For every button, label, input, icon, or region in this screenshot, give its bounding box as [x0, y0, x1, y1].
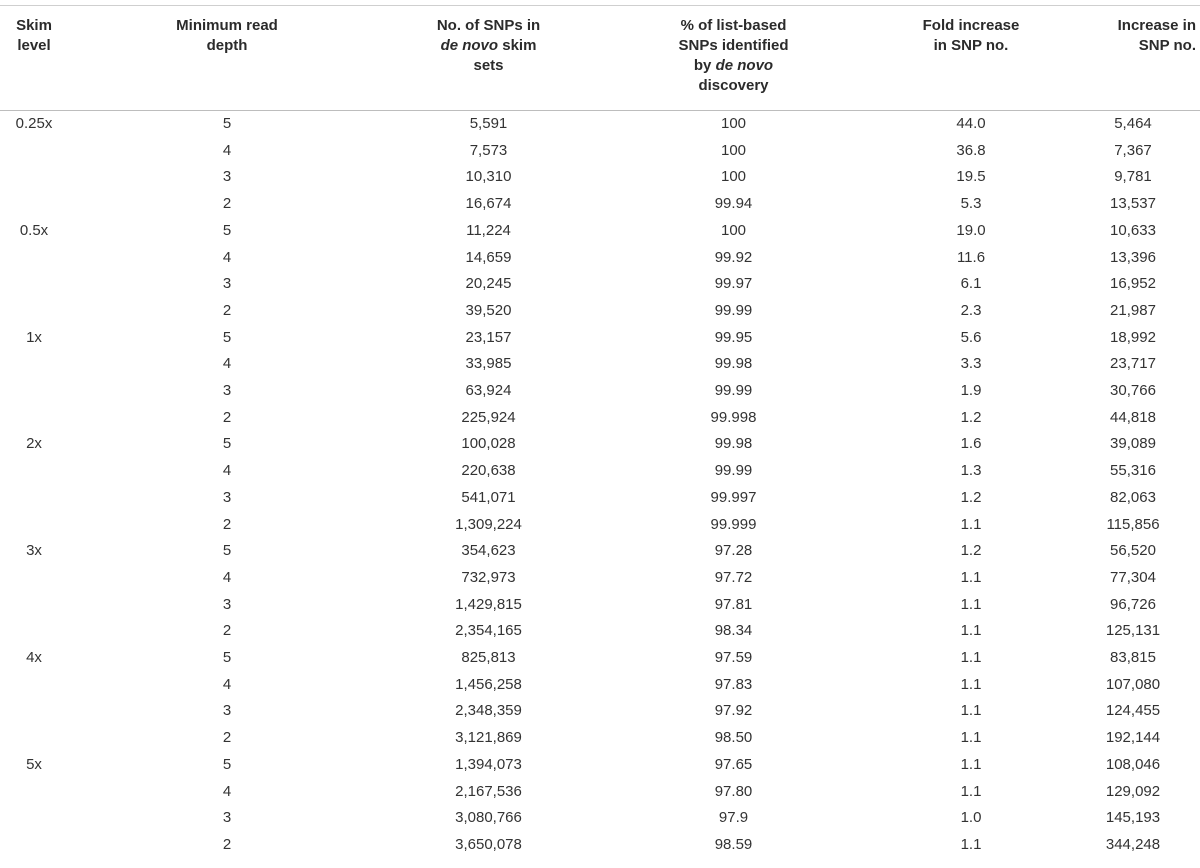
cell-min-read-depth: 4 — [222, 462, 232, 480]
cell-pct-identified: 100 — [720, 221, 747, 239]
cell-fold-increase: 1.1 — [960, 649, 982, 667]
cell-skim-level — [0, 832, 68, 859]
cell-increase-in-snp: 108,046 — [1105, 755, 1161, 773]
cell-snps-count: 63,924 — [465, 382, 512, 400]
cell-skim-level: 2x — [26, 435, 42, 453]
cell-increase-in-snp: 124,455 — [1105, 702, 1161, 720]
cell-min-read-depth: 3 — [222, 275, 232, 293]
cell-skim-level — [0, 592, 68, 619]
cell-skim-level — [0, 298, 68, 325]
cell-snps-count: 541,071 — [461, 488, 516, 506]
cell-fold-increase: 1.1 — [960, 515, 982, 533]
cell-snps-count: 354,623 — [461, 542, 516, 560]
cell-snps-count: 11,224 — [466, 221, 511, 239]
table-row — [0, 672, 1200, 699]
cell-skim-level — [0, 672, 68, 699]
table-row — [0, 805, 1200, 832]
cell-min-read-depth: 3 — [222, 702, 232, 720]
cell-snps-count: 16,674 — [465, 195, 512, 213]
table-row — [0, 592, 1200, 619]
cell-pct-identified: 99.98 — [714, 355, 753, 373]
cell-skim-level — [0, 805, 68, 832]
cell-skim-level — [0, 779, 68, 806]
cell-skim-level — [0, 245, 68, 272]
cell-increase-in-snp: 23,717 — [1110, 355, 1156, 373]
cell-min-read-depth: 3 — [222, 488, 232, 506]
cell-snps-count: 39,520 — [465, 301, 512, 319]
cell-min-read-depth: 2 — [222, 515, 232, 533]
cell-snps-count: 220,638 — [461, 462, 516, 480]
cell-min-read-depth: 3 — [222, 595, 232, 613]
cell-min-read-depth: 4 — [222, 248, 232, 266]
cell-pct-identified: 100 — [720, 115, 747, 132]
cell-pct-identified: 99.99 — [714, 462, 753, 480]
cell-fold-increase: 1.1 — [960, 729, 982, 747]
cell-skim-level — [0, 351, 68, 378]
cell-min-read-depth: 2 — [222, 408, 232, 426]
cell-skim-level — [0, 191, 68, 218]
cell-snps-count: 2,167,536 — [455, 782, 522, 800]
cell-fold-increase: 1.1 — [960, 782, 982, 800]
cell-increase-in-snp: 77,304 — [1110, 568, 1156, 586]
cell-increase-in-snp: 96,726 — [1110, 595, 1156, 613]
cell-snps-count: 2,348,359 — [455, 702, 522, 720]
cell-snps-count: 1,456,258 — [455, 675, 522, 693]
cell-increase-in-snp: 18,992 — [1110, 328, 1156, 346]
header-increase-in-snp: Increase in SNP no. — [1117, 17, 1196, 54]
cell-min-read-depth: 2 — [222, 301, 232, 319]
cell-snps-count: 33,985 — [465, 355, 512, 373]
table-row — [0, 512, 1200, 539]
cell-snps-count: 7,573 — [469, 141, 508, 159]
cell-pct-identified: 97.83 — [714, 675, 753, 693]
cell-pct-identified: 99.97 — [714, 275, 753, 293]
cell-pct-identified: 99.998 — [710, 408, 757, 426]
cell-skim-level: 1x — [26, 328, 42, 346]
cell-fold-increase: 19.0 — [956, 221, 986, 239]
cell-pct-identified: 98.50 — [714, 729, 753, 747]
cell-pct-identified: 99.997 — [710, 488, 757, 506]
cell-skim-level — [0, 485, 68, 512]
cell-skim-level: 0.5x — [19, 221, 49, 239]
header-min-read-depth: Minimum read depth — [176, 17, 278, 54]
cell-skim-level — [0, 164, 68, 191]
cell-pct-identified: 97.92 — [714, 702, 753, 720]
header-fold-increase: Fold increase in SNP no. — [922, 17, 1020, 54]
cell-skim-level — [0, 698, 68, 725]
cell-min-read-depth: 5 — [222, 542, 232, 560]
cell-fold-increase: 1.3 — [960, 462, 982, 480]
table-body — [0, 111, 1200, 859]
cell-skim-level — [0, 725, 68, 752]
cell-skim-level: 0.25x — [15, 115, 53, 132]
cell-increase-in-snp: 192,144 — [1105, 729, 1161, 747]
cell-increase-in-snp: 13,537 — [1110, 195, 1156, 213]
table-row — [0, 645, 1200, 672]
cell-increase-in-snp: 115,856 — [1106, 515, 1160, 533]
cell-snps-count: 732,973 — [461, 568, 516, 586]
cell-snps-count: 10,310 — [465, 168, 512, 186]
cell-increase-in-snp: 30,766 — [1110, 382, 1156, 400]
cell-fold-increase: 5.3 — [960, 195, 982, 213]
cell-min-read-depth: 3 — [222, 809, 232, 827]
cell-skim-level: 3x — [26, 542, 42, 560]
cell-fold-increase: 2.3 — [960, 301, 982, 319]
table-row — [0, 565, 1200, 592]
cell-skim-level — [0, 405, 68, 432]
cell-pct-identified: 98.34 — [714, 622, 753, 640]
cell-snps-count: 2,354,165 — [455, 622, 522, 640]
cell-pct-identified: 99.999 — [710, 515, 757, 533]
cell-pct-identified: 99.98 — [714, 435, 753, 453]
cell-pct-identified: 100 — [720, 168, 747, 186]
table-row — [0, 752, 1200, 779]
cell-pct-identified: 97.80 — [714, 782, 753, 800]
cell-fold-increase: 1.1 — [960, 835, 982, 853]
table-row — [0, 378, 1200, 405]
cell-increase-in-snp: 56,520 — [1110, 542, 1156, 560]
table-row — [0, 538, 1200, 565]
cell-min-read-depth: 4 — [222, 782, 232, 800]
cell-min-read-depth: 4 — [222, 675, 232, 693]
cell-snps-count: 225,924 — [461, 408, 516, 426]
cell-fold-increase: 1.1 — [960, 755, 982, 773]
cell-increase-in-snp: 39,089 — [1110, 435, 1156, 453]
cell-fold-increase: 11.6 — [956, 248, 986, 266]
cell-increase-in-snp: 10,633 — [1110, 221, 1156, 239]
table-row — [0, 618, 1200, 645]
cell-pct-identified: 99.94 — [714, 195, 753, 213]
cell-skim-level — [0, 565, 68, 592]
cell-skim-level — [0, 618, 68, 645]
table-row — [0, 725, 1200, 752]
table-row — [0, 698, 1200, 725]
table-row — [0, 779, 1200, 806]
cell-min-read-depth: 5 — [222, 328, 232, 346]
cell-snps-count: 14,659 — [465, 248, 512, 266]
cell-fold-increase: 1.0 — [960, 809, 982, 827]
cell-increase-in-snp: 107,080 — [1105, 675, 1161, 693]
cell-min-read-depth: 4 — [222, 141, 232, 159]
cell-pct-identified: 97.59 — [714, 649, 753, 667]
cell-increase-in-snp: 9,781 — [1114, 168, 1152, 186]
cell-snps-count: 1,309,224 — [455, 515, 522, 533]
cell-pct-identified: 97.9 — [718, 809, 749, 827]
cell-snps-count: 5,591 — [469, 115, 508, 132]
cell-min-read-depth: 2 — [222, 729, 232, 747]
table-row — [0, 485, 1200, 512]
cell-increase-in-snp: 82,063 — [1110, 488, 1156, 506]
table-row — [0, 298, 1200, 325]
cell-pct-identified: 97.65 — [714, 755, 753, 773]
cell-snps-count: 3,121,869 — [455, 729, 522, 747]
cell-skim-level — [0, 378, 68, 405]
header-row — [0, 6, 1200, 111]
cell-increase-in-snp: 13,396 — [1110, 248, 1156, 266]
cell-min-read-depth: 5 — [222, 221, 232, 239]
cell-pct-identified: 100 — [720, 141, 747, 159]
snp-table — [0, 5, 1200, 859]
cell-min-read-depth: 5 — [222, 755, 232, 773]
cell-min-read-depth: 5 — [222, 649, 232, 667]
cell-fold-increase: 1.1 — [960, 595, 982, 613]
cell-fold-increase: 1.6 — [960, 435, 982, 453]
cell-snps-count: 825,813 — [461, 649, 516, 667]
cell-min-read-depth: 4 — [222, 355, 232, 373]
table-row — [0, 164, 1200, 191]
table-row — [0, 351, 1200, 378]
cell-pct-identified: 99.99 — [714, 301, 753, 319]
cell-increase-in-snp: 344,248 — [1105, 835, 1161, 853]
cell-pct-identified: 99.95 — [714, 328, 753, 346]
table-row — [0, 405, 1200, 432]
cell-fold-increase: 44.0 — [956, 115, 986, 132]
table-row — [0, 138, 1200, 165]
table-header — [0, 6, 1200, 111]
cell-fold-increase: 1.1 — [960, 675, 982, 693]
cell-skim-level — [0, 458, 68, 485]
cell-fold-increase: 1.1 — [960, 622, 982, 640]
cell-increase-in-snp: 125,131 — [1105, 622, 1161, 640]
cell-pct-identified: 99.92 — [714, 248, 753, 266]
header-pct-list-based: % of list-based SNPs identified by de novo discovery — [678, 17, 789, 94]
table-row — [0, 111, 1200, 138]
cell-increase-in-snp: 145,193 — [1105, 809, 1161, 827]
cell-fold-increase: 1.1 — [960, 702, 982, 720]
cell-skim-level: 5x — [26, 755, 42, 773]
cell-increase-in-snp: 21,987 — [1110, 301, 1156, 319]
cell-fold-increase: 1.2 — [960, 488, 982, 506]
cell-fold-increase: 1.2 — [960, 408, 982, 426]
cell-min-read-depth: 4 — [222, 568, 232, 586]
cell-fold-increase: 6.1 — [960, 275, 982, 293]
cell-min-read-depth: 5 — [222, 435, 232, 453]
cell-snps-count: 20,245 — [465, 275, 512, 293]
cell-pct-identified: 97.81 — [714, 595, 753, 613]
cell-fold-increase: 1.1 — [960, 568, 982, 586]
cell-increase-in-snp: 83,815 — [1110, 649, 1156, 667]
cell-snps-count: 23,157 — [465, 328, 512, 346]
cell-skim-level: 4x — [26, 649, 42, 667]
cell-snps-count: 3,080,766 — [455, 809, 522, 827]
table-row — [0, 191, 1200, 218]
header-snps-in-denovo: No. of SNPs in de novo skim sets — [436, 17, 541, 74]
table-row — [0, 325, 1200, 352]
table-row — [0, 431, 1200, 458]
table-row — [0, 458, 1200, 485]
cell-skim-level — [0, 512, 68, 539]
cell-snps-count: 3,650,078 — [455, 835, 522, 853]
cell-pct-identified: 97.28 — [714, 542, 753, 560]
cell-increase-in-snp: 16,952 — [1110, 275, 1156, 293]
cell-skim-level — [0, 138, 68, 165]
cell-pct-identified: 99.99 — [714, 382, 753, 400]
cell-fold-increase: 5.6 — [960, 328, 982, 346]
cell-skim-level — [0, 271, 68, 298]
cell-snps-count: 100,028 — [461, 435, 516, 453]
table-row — [0, 218, 1200, 245]
cell-min-read-depth: 5 — [222, 115, 232, 132]
cell-fold-increase: 19.5 — [956, 168, 986, 186]
header-skim-level: Skim level — [16, 17, 52, 54]
cell-min-read-depth: 3 — [222, 168, 232, 186]
cell-min-read-depth: 3 — [222, 382, 232, 400]
table-row — [0, 271, 1200, 298]
cell-min-read-depth: 2 — [222, 622, 232, 640]
cell-increase-in-snp: 44,818 — [1110, 408, 1156, 426]
cell-fold-increase: 3.3 — [960, 355, 982, 373]
table-row — [0, 245, 1200, 272]
cell-pct-identified: 97.72 — [714, 568, 753, 586]
cell-pct-identified: 98.59 — [714, 835, 753, 853]
table-row — [0, 832, 1200, 859]
cell-fold-increase: 1.9 — [960, 382, 982, 400]
cell-increase-in-snp: 5,464 — [1114, 115, 1152, 132]
cell-increase-in-snp: 129,092 — [1105, 782, 1161, 800]
cell-increase-in-snp: 55,316 — [1110, 462, 1156, 480]
cell-snps-count: 1,429,815 — [455, 595, 522, 613]
cell-min-read-depth: 2 — [222, 835, 232, 853]
cell-snps-count: 1,394,073 — [455, 755, 522, 773]
cell-fold-increase: 36.8 — [956, 141, 986, 159]
cell-fold-increase: 1.2 — [960, 542, 982, 560]
cell-min-read-depth: 2 — [222, 195, 232, 213]
cell-increase-in-snp: 7,367 — [1114, 141, 1152, 159]
